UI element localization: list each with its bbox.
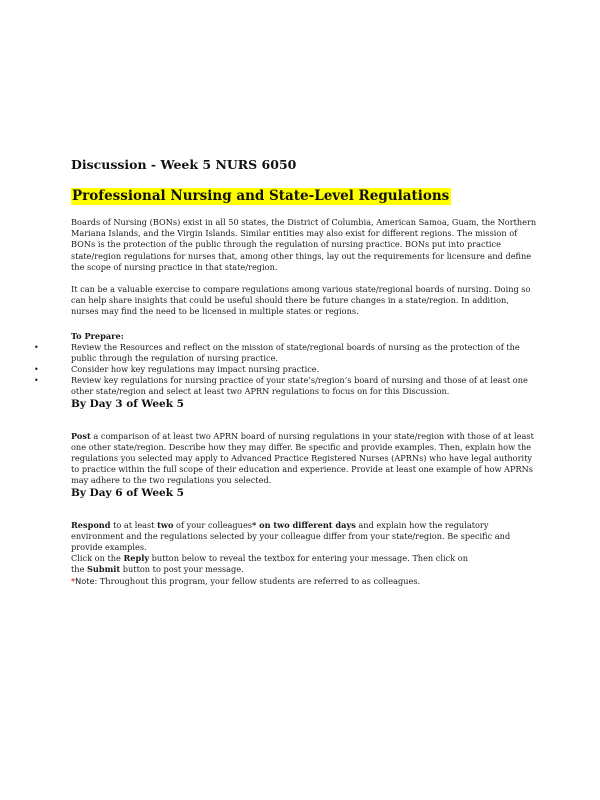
respond-text-2: of your colleagues: [173, 519, 252, 530]
click-instructions-line-2: [71, 564, 539, 575]
two-keyword: two: [157, 519, 174, 530]
respond-keyword: Respond: [71, 519, 111, 530]
respond-paragraph: [71, 520, 539, 554]
the-word: the: [71, 564, 88, 575]
to-prepare-label: To Prepare:: [71, 330, 124, 341]
respond-text-1: to at least: [110, 519, 158, 530]
document-title: Discussion - Week 5 NURS 6050: [71, 157, 297, 172]
day3-paragraph: [71, 431, 539, 487]
respond-text-3: and explain how the regulatory environment and the regulations selected by your colleague differ from your state/region. Be specific and provide examples.: [71, 519, 511, 553]
prepare-item-text: Review the Resources and reflect on the mission of state/regional boards of nursing as the protection of the public through the regulation of nursing practice.: [71, 341, 520, 363]
two-days-keyword: * on two different days: [252, 519, 356, 530]
note-line: [71, 576, 539, 587]
reply-keyword: Reply: [123, 553, 150, 564]
bullet-icon: •: [34, 365, 39, 375]
click-text-2: button below to reveal the textbox for entering your message. Then click on: [149, 553, 468, 564]
submit-keyword: Submit: [87, 564, 121, 575]
note-label: Note:: [75, 575, 98, 586]
intro-paragraph-2: It can be a valuable exercise to compare regulations among various state/regional boards of nursing. Doing so can help share insights that could be useful should there be future changes in a state/region. In addition, nurses may find the need to be licensed in multiple states or regions.: [71, 284, 531, 317]
list-item: [34, 375, 539, 397]
bullet-icon: •: [34, 376, 39, 386]
prepare-item-text: Review key regulations for nursing practice of your state’s/region’s board of nursing and those of at least one other state/region and select at least two APRN regulations to focus on for this Discussion.: [71, 375, 528, 397]
click-text-3: button to post your message.: [120, 564, 244, 575]
click-text-1: Click on the: [71, 553, 124, 564]
click-instructions-line-1: [71, 553, 539, 564]
note-star: *: [71, 575, 76, 586]
list-item: [34, 341, 539, 364]
list-item: [34, 364, 539, 375]
prepare-item-text: Consider how key regulations may impact nursing practice.: [71, 364, 320, 375]
day3-text: a comparison of at least two APRN board of nursing regulations in your state/region with those of at least one other state/region. Describe how they may differ. Be specific and provide examples. Then, explain how the regulations you selected may apply to Advanced Practice Registered Nurses (APRNs) who have legal authority to practice within the full scope of their education and experience. Provide at least one example of how APRNs may adhere to the two regulations you selected.: [71, 430, 534, 486]
document-body: [34, 157, 539, 587]
post-keyword: Post: [71, 430, 91, 441]
note-text: Throughout this program, your fellow students are referred to as colleagues.: [97, 575, 421, 586]
day6-heading: By Day 6 of Week 5: [71, 486, 184, 499]
prepare-list: [34, 341, 539, 398]
section-title-highlighted: Professional Nursing and State-Level Regulations: [72, 188, 450, 204]
day3-heading: By Day 3 of Week 5: [71, 397, 184, 410]
bullet-icon: •: [34, 342, 39, 352]
intro-paragraph-1: Boards of Nursing (BONs) exist in all 50 states, the District of Columbia, American Samoa, Guam, the Northern Mariana Islands, and the Virgin Islands. Similar entities may also exist for different regions. The mission of BONs is the protection of the public through the regulation of nursing practice. BONs put into practice state/region regulations for nurses that, among other things, lay out the requirements for licensure and define the scope of nursing practice in that state/region.: [71, 217, 537, 272]
